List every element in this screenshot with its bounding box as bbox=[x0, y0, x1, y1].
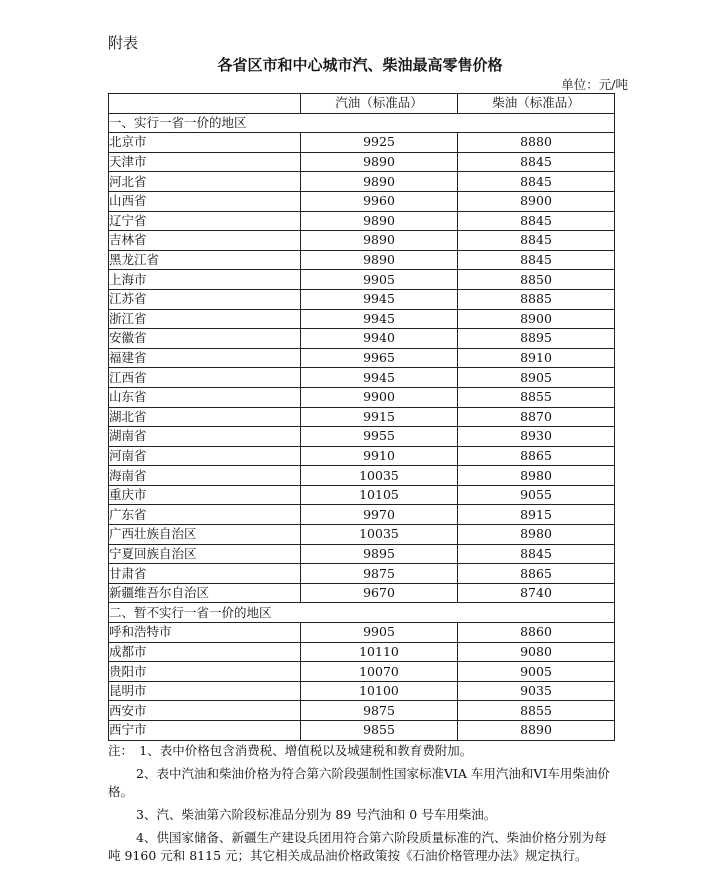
price-table bbox=[108, 93, 615, 741]
diesel-price: 8845 bbox=[458, 211, 615, 231]
table-row bbox=[109, 544, 615, 564]
region-name: 山东省 bbox=[109, 387, 301, 407]
table-row bbox=[109, 329, 615, 349]
diesel-price: 8980 bbox=[458, 466, 615, 486]
region-name: 浙江省 bbox=[109, 309, 301, 329]
diesel-price: 8855 bbox=[458, 387, 615, 407]
region-name: 山西省 bbox=[109, 191, 301, 211]
section-label: 一、实行一省一价的地区 bbox=[109, 113, 615, 133]
gasoline-price: 9900 bbox=[301, 387, 458, 407]
diesel-price: 8980 bbox=[458, 525, 615, 545]
gasoline-price: 9875 bbox=[301, 564, 458, 584]
diesel-price: 8930 bbox=[458, 427, 615, 447]
region-name: 西宁市 bbox=[109, 721, 301, 741]
diesel-price: 8845 bbox=[458, 250, 615, 270]
header-diesel: 柴油（标准品） bbox=[458, 94, 615, 114]
region-name: 天津市 bbox=[109, 152, 301, 172]
diesel-price: 8865 bbox=[458, 446, 615, 466]
region-name: 湖南省 bbox=[109, 427, 301, 447]
diesel-price: 8870 bbox=[458, 407, 615, 427]
appendix-label: 附表 bbox=[108, 34, 139, 52]
diesel-price: 9055 bbox=[458, 485, 615, 505]
diesel-price: 9005 bbox=[458, 662, 615, 682]
region-name: 安徽省 bbox=[109, 329, 301, 349]
gasoline-price: 9890 bbox=[301, 211, 458, 231]
diesel-price: 8845 bbox=[458, 231, 615, 251]
region-name: 广东省 bbox=[109, 505, 301, 525]
table-row bbox=[109, 681, 615, 701]
table-row bbox=[109, 505, 615, 525]
table-row bbox=[109, 623, 615, 643]
table-row bbox=[109, 309, 615, 329]
region-name: 辽宁省 bbox=[109, 211, 301, 231]
table-row bbox=[109, 466, 615, 486]
region-name: 上海市 bbox=[109, 270, 301, 290]
table-row bbox=[109, 368, 615, 388]
region-name: 江西省 bbox=[109, 368, 301, 388]
section-row bbox=[109, 603, 615, 623]
region-name: 成都市 bbox=[109, 642, 301, 662]
diesel-price: 8855 bbox=[458, 701, 615, 721]
gasoline-price: 9855 bbox=[301, 721, 458, 741]
region-name: 昆明市 bbox=[109, 681, 301, 701]
diesel-price: 8850 bbox=[458, 270, 615, 290]
diesel-price: 8860 bbox=[458, 623, 615, 643]
diesel-price: 9080 bbox=[458, 642, 615, 662]
table-row bbox=[109, 191, 615, 211]
gasoline-price: 9945 bbox=[301, 289, 458, 309]
region-name: 河南省 bbox=[109, 446, 301, 466]
region-name: 新疆维吾尔自治区 bbox=[109, 583, 301, 603]
diesel-price: 8880 bbox=[458, 133, 615, 153]
region-name: 呼和浩特市 bbox=[109, 623, 301, 643]
gasoline-price: 9945 bbox=[301, 309, 458, 329]
region-name: 广西壮族自治区 bbox=[109, 525, 301, 545]
table-row bbox=[109, 231, 615, 251]
gasoline-price: 9905 bbox=[301, 623, 458, 643]
table-row bbox=[109, 387, 615, 407]
diesel-price: 8865 bbox=[458, 564, 615, 584]
gasoline-price: 10070 bbox=[301, 662, 458, 682]
note-2: 2、表中汽油和柴油价格为符合第六阶段强制性国家标准VIA 车用汽油和VI车用柴油价格。 bbox=[108, 766, 610, 799]
gasoline-price: 9945 bbox=[301, 368, 458, 388]
region-name: 黑龙江省 bbox=[109, 250, 301, 270]
table-row bbox=[109, 348, 615, 368]
diesel-price: 8845 bbox=[458, 152, 615, 172]
table-row bbox=[109, 152, 615, 172]
diesel-price: 8900 bbox=[458, 309, 615, 329]
gasoline-price: 9890 bbox=[301, 172, 458, 192]
table-row bbox=[109, 133, 615, 153]
region-name: 江苏省 bbox=[109, 289, 301, 309]
gasoline-price: 9670 bbox=[301, 583, 458, 603]
diesel-price: 8740 bbox=[458, 583, 615, 603]
gasoline-price: 9910 bbox=[301, 446, 458, 466]
diesel-price: 9035 bbox=[458, 681, 615, 701]
gasoline-price: 10035 bbox=[301, 525, 458, 545]
gasoline-price: 9960 bbox=[301, 191, 458, 211]
table-header-row bbox=[109, 94, 615, 114]
diesel-price: 8890 bbox=[458, 721, 615, 741]
gasoline-price: 9905 bbox=[301, 270, 458, 290]
section-label: 二、暂不实行一省一价的地区 bbox=[109, 603, 615, 623]
region-name: 贵阳市 bbox=[109, 662, 301, 682]
region-name: 西安市 bbox=[109, 701, 301, 721]
diesel-price: 8905 bbox=[458, 368, 615, 388]
region-name: 宁夏回族自治区 bbox=[109, 544, 301, 564]
header-region bbox=[109, 94, 301, 114]
table-row bbox=[109, 642, 615, 662]
region-name: 河北省 bbox=[109, 172, 301, 192]
table-row bbox=[109, 289, 615, 309]
region-name: 重庆市 bbox=[109, 485, 301, 505]
header-gasoline: 汽油（标准品） bbox=[301, 94, 458, 114]
note-3: 3、汽、柴油第六阶段标准品分别为 89 号汽油和 0 号车用柴油。 bbox=[136, 807, 497, 822]
diesel-price: 8915 bbox=[458, 505, 615, 525]
gasoline-price: 9940 bbox=[301, 329, 458, 349]
region-name: 湖北省 bbox=[109, 407, 301, 427]
gasoline-price: 9890 bbox=[301, 152, 458, 172]
note-4: 4、供国家储备、新疆生产建设兵团用符合第六阶段质量标准的汽、柴油价格分别为每吨 9160 元和 8115 元；其它相关成品油价格政策按《石油价格管理办法》规定执行。 bbox=[108, 830, 607, 863]
section-row bbox=[109, 113, 615, 133]
gasoline-price: 9925 bbox=[301, 133, 458, 153]
diesel-price: 8845 bbox=[458, 544, 615, 564]
gasoline-price: 9890 bbox=[301, 250, 458, 270]
price-table-body bbox=[109, 113, 615, 740]
region-name: 吉林省 bbox=[109, 231, 301, 251]
diesel-price: 8885 bbox=[458, 289, 615, 309]
gasoline-price: 9895 bbox=[301, 544, 458, 564]
table-row bbox=[109, 407, 615, 427]
notes-section bbox=[108, 742, 618, 870]
table-row bbox=[109, 250, 615, 270]
table-row bbox=[109, 701, 615, 721]
gasoline-price: 9955 bbox=[301, 427, 458, 447]
table-row bbox=[109, 211, 615, 231]
region-name: 福建省 bbox=[109, 348, 301, 368]
diesel-price: 8900 bbox=[458, 191, 615, 211]
table-row bbox=[109, 721, 615, 741]
table-row bbox=[109, 564, 615, 584]
table-row bbox=[109, 270, 615, 290]
table-row bbox=[109, 662, 615, 682]
table-row bbox=[109, 583, 615, 603]
table-row bbox=[109, 525, 615, 545]
table-row bbox=[109, 485, 615, 505]
region-name: 甘肃省 bbox=[109, 564, 301, 584]
table-row bbox=[109, 427, 615, 447]
diesel-price: 8845 bbox=[458, 172, 615, 192]
table-row bbox=[109, 446, 615, 466]
gasoline-price: 9970 bbox=[301, 505, 458, 525]
gasoline-price: 9875 bbox=[301, 701, 458, 721]
gasoline-price: 9890 bbox=[301, 231, 458, 251]
region-name: 海南省 bbox=[109, 466, 301, 486]
gasoline-price: 9915 bbox=[301, 407, 458, 427]
table-row bbox=[109, 172, 615, 192]
region-name: 北京市 bbox=[109, 133, 301, 153]
page-title: 各省区市和中心城市汽、柴油最高零售价格 bbox=[217, 56, 503, 74]
gasoline-price: 10110 bbox=[301, 642, 458, 662]
gasoline-price: 10035 bbox=[301, 466, 458, 486]
gasoline-price: 9965 bbox=[301, 348, 458, 368]
note-1: 注： 1、表中价格包含消费税、增值税以及城建税和教育费附加。 bbox=[108, 743, 473, 758]
unit-label: 单位：元/吨 bbox=[561, 77, 628, 92]
gasoline-price: 10105 bbox=[301, 485, 458, 505]
gasoline-price: 10100 bbox=[301, 681, 458, 701]
diesel-price: 8910 bbox=[458, 348, 615, 368]
diesel-price: 8895 bbox=[458, 329, 615, 349]
